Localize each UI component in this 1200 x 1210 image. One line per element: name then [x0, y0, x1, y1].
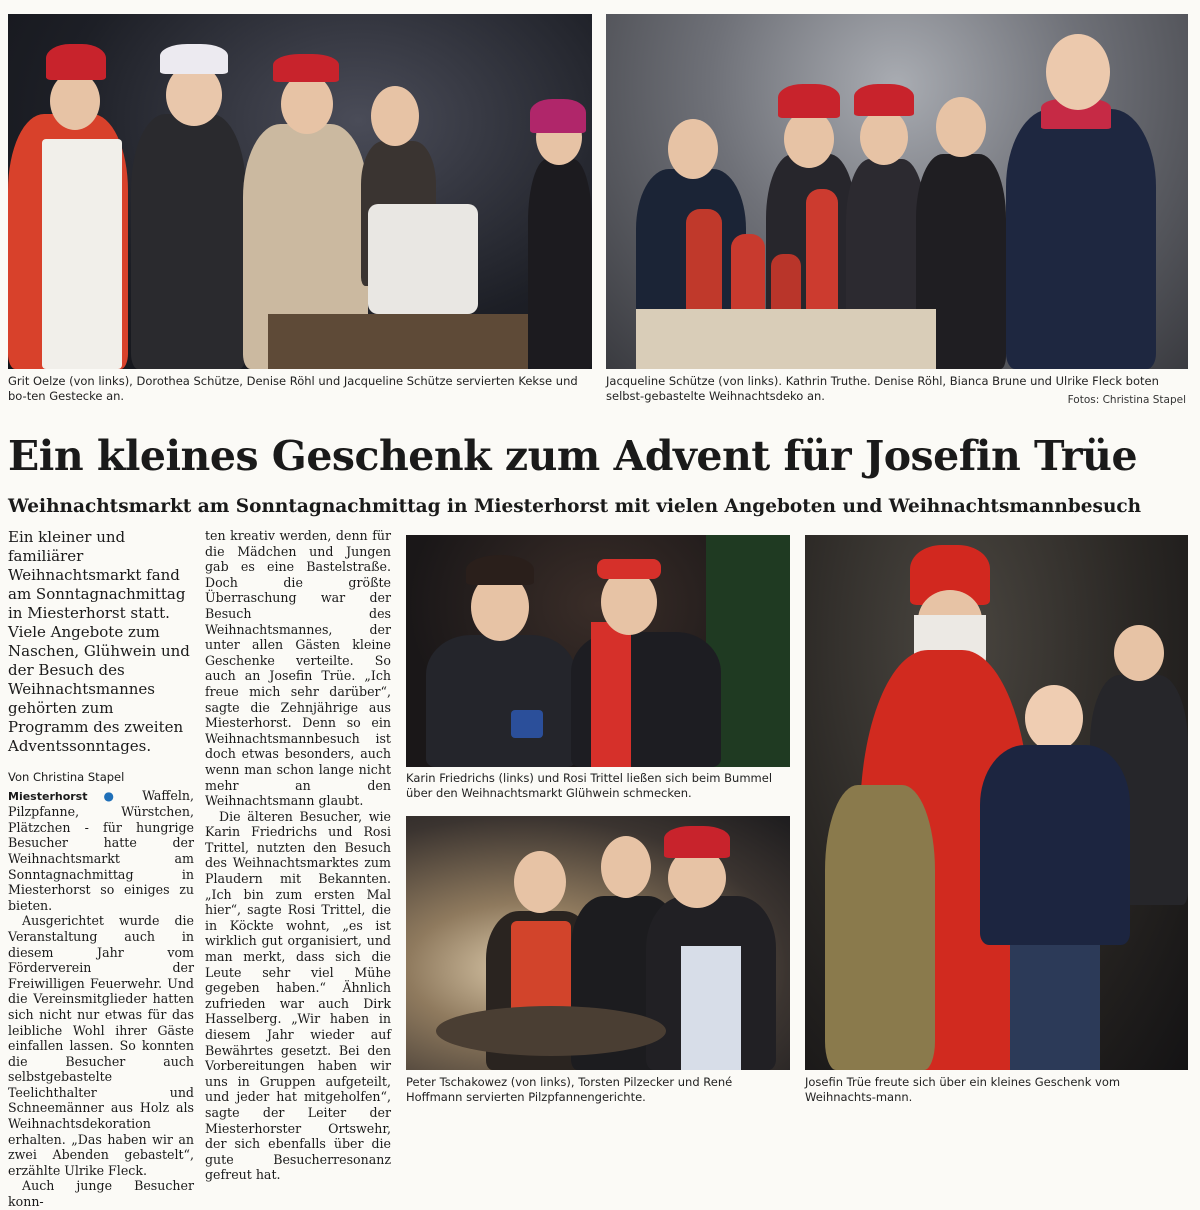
- figure-rene: [646, 826, 776, 1070]
- photo-caption-bottom: Peter Tschakowez (von links), Torsten Pilzecker und René Hoffmann servierten Pilzpfannengerichte.: [406, 1075, 733, 1104]
- photo-santa-josefin: [805, 535, 1188, 1070]
- article-column-1: [8, 528, 194, 1210]
- santa-wood-decorations: [616, 209, 946, 369]
- table-bottles: [268, 314, 528, 369]
- figure-rosi: [571, 547, 721, 767]
- figure-woman-2: [126, 44, 246, 369]
- figure-woman-apron: [8, 44, 128, 369]
- dateline-bullet-icon: ●: [103, 788, 127, 803]
- article-column-2: [205, 528, 391, 1183]
- cooking-pot: [368, 204, 478, 314]
- pilzpfanne-pan: [436, 1006, 666, 1056]
- article-col1-paragraph-1: [8, 788, 194, 914]
- article-col1-paragraph-3: Auch junge Besucher konn-: [8, 1178, 194, 1210]
- article-subheadline: Weihnachtsmarkt am Sonntagnachmittag in Miesterhorst mit vielen Angeboten und Weihnachtsmannbesuch: [8, 496, 1142, 517]
- photo-men-pilzpfanne: [406, 816, 790, 1070]
- photo-weihnachtsdeko-women: [606, 14, 1188, 369]
- figure-woman-e: [1006, 24, 1156, 369]
- photo-caption-middle: Karin Friedrichs (links) und Rosi Trittel ließen sich beim Bummel über den Weihnachtsmarkt Glühwein schmecken.: [406, 771, 773, 800]
- photo-caption-right: Josefin Trüe freute sich über ein kleines Geschenk vom Weihnachts-mann.: [805, 1075, 1121, 1104]
- photo-credit: Fotos: Christina Stapel: [1067, 394, 1186, 406]
- article-col2-paragraph-2: Die älteren Besucher, wie Karin Friedrichs und Rosi Trittel, nutzten den Besuch des Weihnachtsmarktes zum Plaudern mit Bekannten. „Ich bin zum ersten Mal hier“, sagte Rosi Trittel, die in Köckte wohnt, „es ist wirklich gut organisiert, und man merkt, dass sich die Leute sehr viel Mühe gegeben haben.“ Ähnlich zufrieden war auch Dirk Hasselberg. „Wir haben in diesem Jahr wieder auf Bewährtes gesetzt. Bei den Vorbereitungen haben wir uns in Gruppen aufgeteilt, und jeder hat mitgeholfen“, sagte der Leiter der Miesterhorster Ortswehr, der sich ebenfalls über die gute Besucherresonanz gefreut hat.: [205, 808, 391, 1183]
- article-col1-p1-text: Waffeln, Pilzpfanne, Würstchen, Plätzchen - für hungrige Besucher hatte der Weihnachtsmarkt am Sonntagnachmittag in Miesterhorst so einiges zu bieten.: [8, 787, 194, 913]
- article-byline: Von Christina Stapel: [8, 770, 125, 784]
- figure-woman-5: [528, 99, 592, 369]
- photo-caption-top-right: Jacqueline Schütze (von links). Kathrin Truthe. Denise Röhl, Bianca Brune und Ulrike Fleck boten selbst-gebastelte Weihnachtsdeko an.: [606, 374, 1159, 403]
- photo-market-stall-women: [8, 14, 592, 369]
- article-lead: Ein kleiner und familiärer Weihnachtsmarkt fand am Sonntagnachmittag in Miesterhorst statt. Viele Angebote zum Naschen, Glühwein und der Besuch des Weihnachtsmannes gehörten zum Programm des zweiten Adventssonntages.: [8, 528, 190, 755]
- photo-caption-top-left: Grit Oelze (von links), Dorothea Schütze, Denise Röhl und Jacqueline Schütze servierten Kekse und bo-ten Gestecke an.: [8, 374, 578, 403]
- article-headline: Ein kleines Geschenk zum Advent für Josefin Trüe: [8, 432, 1138, 480]
- jute-sack: [825, 785, 935, 1070]
- figure-karin: [426, 555, 576, 767]
- article-col2-paragraph-1: ten kreativ werden, denn für die Mädchen und Jungen gab es eine Bastelstraße. Doch die größte Überraschung war der Besuch des Weihnachtsmannes, der unter allen Gästen kleine Geschenke verteilte. So auch an Josefin Trüe. „Ich freue mich sehr darüber“, sagte die Zehnjährige aus Miesterhorst. Denn so ein Weihnachtsmannbesuch ist doch etwas besonders, auch wenn man schon lange nicht mehr an den Weihnachtsmann glaubt.: [205, 528, 391, 809]
- gluehwein-mug: [511, 710, 543, 738]
- figure-josefin: [980, 685, 1130, 1070]
- article-dateline: Miesterhorst: [8, 789, 88, 803]
- photo-two-women-gluehwein: [406, 535, 790, 767]
- article-col1-paragraph-2: Ausgerichtet wurde die Veranstaltung auch in diesem Jahr vom Förderverein der Freiwilligen Feuerwehr. Und die Vereinsmitglieder hatten sich nicht nur etwas für das leibliche Wohl ihrer Gäste einfallen lassen. So konnten die Besucher auch selbstgebastelte Teelichthalter und Schneemänner aus Holz als Weihnachtsdekoration erhalten. „Das haben wir an zwei Abenden gebastelt“, erzählte Ulrike Fleck.: [8, 913, 194, 1178]
